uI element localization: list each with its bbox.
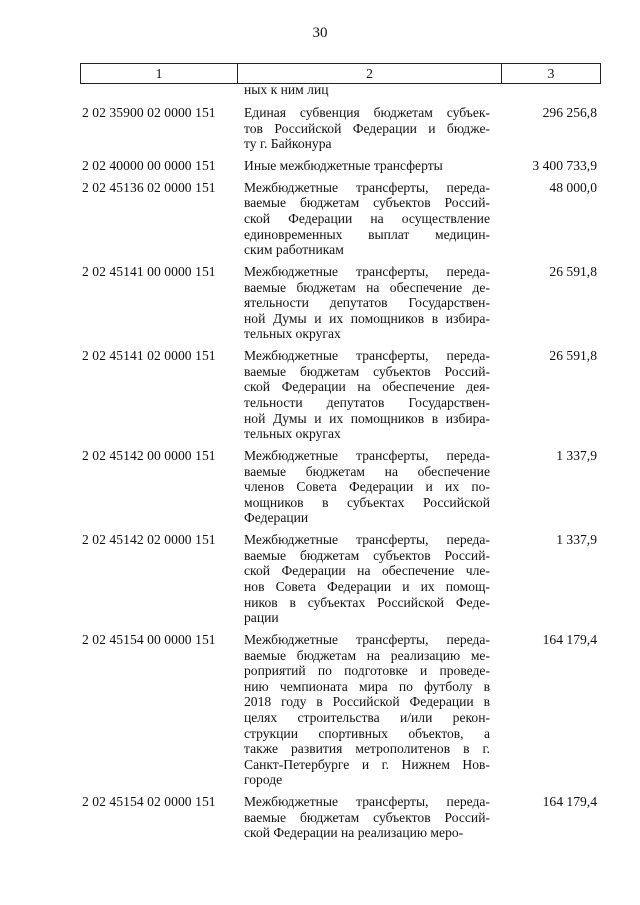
description-line: тельных округах bbox=[244, 426, 341, 442]
row-amount: 1 337,9 bbox=[556, 448, 597, 463]
description-line: нию чемпионата мира по футболу в bbox=[244, 678, 490, 694]
description-line: ским работникам bbox=[244, 242, 344, 258]
budget-code: 2 02 45154 00 0000 151 bbox=[82, 632, 216, 647]
row-amount: 26 591,8 bbox=[549, 264, 597, 279]
description-line: ной Думы и их помощников в избира- bbox=[244, 410, 490, 426]
description-line: Иные межбюджетные трансферты bbox=[244, 158, 443, 173]
description-line: городе bbox=[244, 772, 283, 788]
description-line: рации bbox=[244, 610, 279, 626]
row-amount: 3 400 733,9 bbox=[532, 158, 597, 173]
description-line: Межбюджетные трансферты, переда- bbox=[244, 348, 490, 364]
row-amount: 296 256,8 bbox=[542, 105, 597, 120]
description-line: ской Федерации на осуществление bbox=[244, 210, 490, 226]
description-line: 2018 году в Российской Федерации в bbox=[244, 694, 490, 710]
budget-code: 2 02 40000 00 0000 151 bbox=[82, 158, 216, 173]
description-line: ваемые бюджетам субъектов Россий- bbox=[244, 195, 490, 211]
description-line: Межбюджетные трансферты, переда- bbox=[244, 264, 490, 279]
description-line: мощников в субъектах Российской bbox=[244, 494, 490, 510]
description-line: тельности депутатов Государствен- bbox=[244, 394, 490, 410]
table-header bbox=[80, 63, 601, 84]
description-line: целях строительства и/или рекон- bbox=[244, 709, 490, 725]
header-col-3: 3 bbox=[547, 65, 555, 81]
description-line: членов Совета Федерации и их по- bbox=[244, 479, 490, 495]
continuation-text: ных к ним лиц bbox=[244, 82, 329, 97]
description-line: ваемые бюджетам на реализацию ме- bbox=[244, 647, 490, 663]
description-line: нов Совета Федерации и их помощ- bbox=[244, 578, 490, 594]
description-line: Межбюджетные трансферты, переда- bbox=[244, 179, 490, 195]
description-line: Единая субвенция бюджетам субъек- bbox=[244, 105, 490, 120]
description-line: Межбюджетные трансферты, переда- bbox=[244, 532, 490, 548]
row-amount: 164 179,4 bbox=[542, 632, 597, 647]
description-line: ваемые бюджетам субъектов Россий- bbox=[244, 363, 490, 379]
description-line: ваемые бюджетам субъектов Россий- bbox=[244, 547, 490, 563]
budget-code: 2 02 45141 00 0000 151 bbox=[82, 264, 216, 279]
budget-code: 2 02 45142 00 0000 151 bbox=[82, 448, 216, 463]
row-description bbox=[244, 264, 490, 342]
description-line: ной Думы и их помощников в избира- bbox=[244, 310, 490, 326]
row-description bbox=[244, 105, 490, 152]
description-line: Межбюджетные трансферты, переда- bbox=[244, 632, 490, 647]
budget-code: 2 02 45142 02 0000 151 bbox=[82, 532, 216, 548]
description-line: ской Федерации на реализацию меро- bbox=[244, 825, 464, 841]
description-line: ваемые бюджетам субъектов Россий- bbox=[244, 809, 490, 825]
description-line: Межбюджетные трансферты, переда- bbox=[244, 448, 490, 463]
budget-code: 2 02 35900 02 0000 151 bbox=[82, 105, 216, 120]
row-description bbox=[244, 180, 490, 258]
budget-code: 2 02 45141 02 0000 151 bbox=[82, 348, 216, 364]
description-line: тельных округах bbox=[244, 326, 341, 342]
description-line: Федерации bbox=[244, 510, 309, 526]
row-description bbox=[244, 794, 490, 841]
description-line: струкции спортивных объектов, а bbox=[244, 725, 490, 741]
description-line: ской Федерации на обеспечение дея- bbox=[244, 379, 490, 395]
description-line: ской Федерации на обеспечение чле- bbox=[244, 563, 490, 579]
page-number: 30 bbox=[312, 25, 328, 41]
row-amount: 48 000,0 bbox=[549, 179, 597, 195]
row-description bbox=[244, 448, 490, 526]
header-col-2: 2 bbox=[238, 64, 502, 83]
description-line: тов Российской Федерации и бюдже- bbox=[244, 120, 490, 136]
description-line: ников в субъектах Российской Феде- bbox=[244, 594, 490, 610]
budget-code: 2 02 45136 02 0000 151 bbox=[82, 179, 216, 195]
description-line: Межбюджетные трансферты, переда- bbox=[244, 794, 490, 810]
description-line: ту г. Байконура bbox=[244, 136, 332, 152]
description-line: Санкт-Петербурге и г. Нижнем Нов- bbox=[244, 756, 490, 772]
description-line: ваемые бюджетам на обеспечение bbox=[244, 463, 490, 479]
row-amount: 1 337,9 bbox=[556, 532, 597, 548]
row-description bbox=[244, 348, 490, 442]
budget-code: 2 02 45154 02 0000 151 bbox=[82, 794, 216, 810]
row-description bbox=[244, 632, 490, 788]
row-amount: 26 591,8 bbox=[549, 348, 597, 364]
row-amount: 164 179,4 bbox=[542, 794, 597, 810]
description-line: единовременных выплат медицин- bbox=[244, 226, 490, 242]
header-col-1: 1 bbox=[81, 64, 238, 83]
row-description bbox=[244, 532, 490, 626]
row-description bbox=[244, 158, 490, 174]
description-line: также развития метрополитенов в г. bbox=[244, 741, 490, 757]
description-line: ятельности депутатов Государствен- bbox=[244, 295, 490, 311]
description-line: роприятий по подготовке и проведе- bbox=[244, 663, 490, 679]
description-line: ваемые бюджетам на обеспечение де- bbox=[244, 279, 490, 295]
